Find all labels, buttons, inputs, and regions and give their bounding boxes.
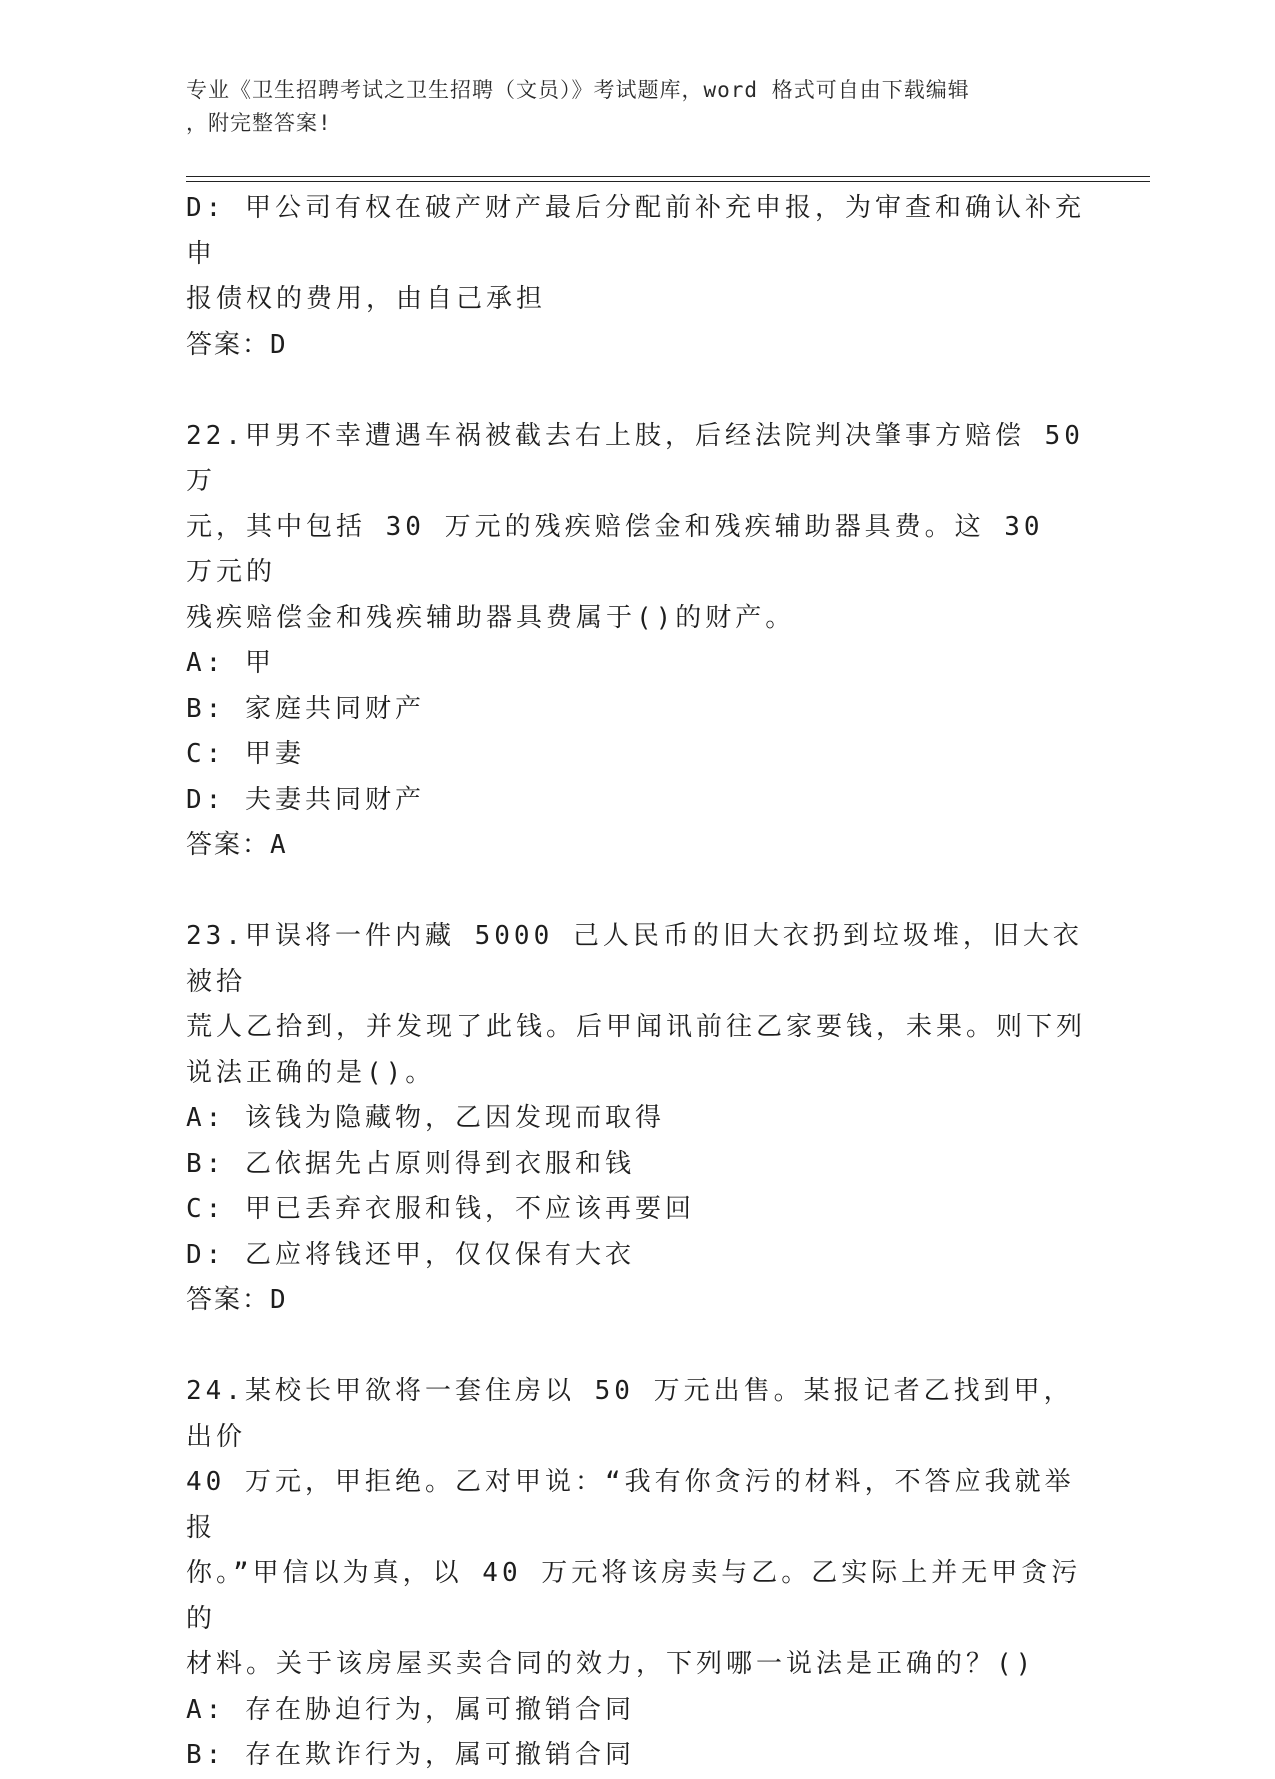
question-stem-line: 23.甲误将一件内藏 5000 己人民币的旧大衣扔到垃圾堆，旧大衣被拾 — [186, 921, 1083, 997]
option-a: A: 存在胁迫行为，属可撤销合同 — [186, 1694, 635, 1725]
option-c: C: 甲已丢弃衣服和钱，不应该再要回 — [186, 1194, 695, 1224]
header-line-1: 专业《卫生招聘考试之卫生招聘（文员）》考试题库，word 格式可自由下载编辑 — [186, 78, 970, 102]
question-22 — [186, 414, 1086, 869]
question-stem-line: 残疾赔偿金和残疾辅助器具费属于()的财产。 — [186, 602, 796, 633]
question-stem-line: 说法正确的是()。 — [186, 1057, 436, 1088]
option-d-line: D: 甲公司有权在破产财产最后分配前补充申报，为审查和确认补充申 — [186, 193, 1085, 269]
question-stem-line: 22.甲男不幸遭遇车祸被截去右上肢，后经法院判决肇事方赔偿 50 万 — [186, 420, 1084, 496]
option-b: B: 家庭共同财产 — [186, 693, 425, 724]
option-d: D: 夫妻共同财产 — [186, 784, 425, 815]
option-d-line: 报债权的费用，由自己承担 — [186, 284, 547, 314]
document-header — [186, 74, 1076, 140]
header-line-2: ，附完整答案! — [186, 111, 332, 135]
question-stem-line: 40 万元，甲拒绝。乙对甲说：“我有你贪污的材料，不答应我就举报 — [186, 1467, 1075, 1543]
question-24 — [186, 1369, 1086, 1779]
question-stem-line: 你。”甲信以为真，以 40 万元将该房卖与乙。乙实际上并无甲贪污的 — [186, 1558, 1082, 1634]
option-b: B: 乙依据先占原则得到衣服和钱 — [186, 1148, 635, 1179]
question-23 — [186, 914, 1086, 1324]
spacer — [186, 1324, 1086, 1370]
option-a: A: 甲 — [186, 648, 275, 678]
answer-line: 答案：A — [186, 830, 288, 860]
option-c: C: 甲妻 — [186, 739, 305, 769]
option-a: A: 该钱为隐藏物，乙因发现而取得 — [186, 1103, 665, 1133]
answer-line: 答案：D — [186, 1285, 288, 1315]
question-stem-line: 元，其中包括 30 万元的残疾赔偿金和残疾辅助器具费。这 30 万元的 — [186, 511, 1044, 587]
option-b: B: 存在欺诈行为，属可撤销合同 — [186, 1740, 635, 1770]
question-stem-line: 24.某校长甲欲将一套住房以 50 万元出售。某报记者乙找到甲，出价 — [186, 1376, 1074, 1452]
header-rule-top — [186, 176, 1150, 177]
option-d: D: 乙应将钱还甲，仅仅保有大衣 — [186, 1239, 635, 1270]
question-stem-line: 材料。关于该房屋买卖合同的效力，下列哪一说法是正确的？() — [186, 1649, 1036, 1679]
spacer — [186, 368, 1086, 414]
spacer — [186, 869, 1086, 915]
document-body — [186, 186, 1086, 1779]
answer-line: 答案：D — [186, 329, 288, 360]
question-fragment — [186, 186, 1086, 368]
question-stem-line: 荒人乙拾到，并发现了此钱。后甲闻讯前往乙家要钱，未果。则下列 — [186, 1012, 1087, 1042]
header-rule-bottom — [186, 181, 1150, 182]
